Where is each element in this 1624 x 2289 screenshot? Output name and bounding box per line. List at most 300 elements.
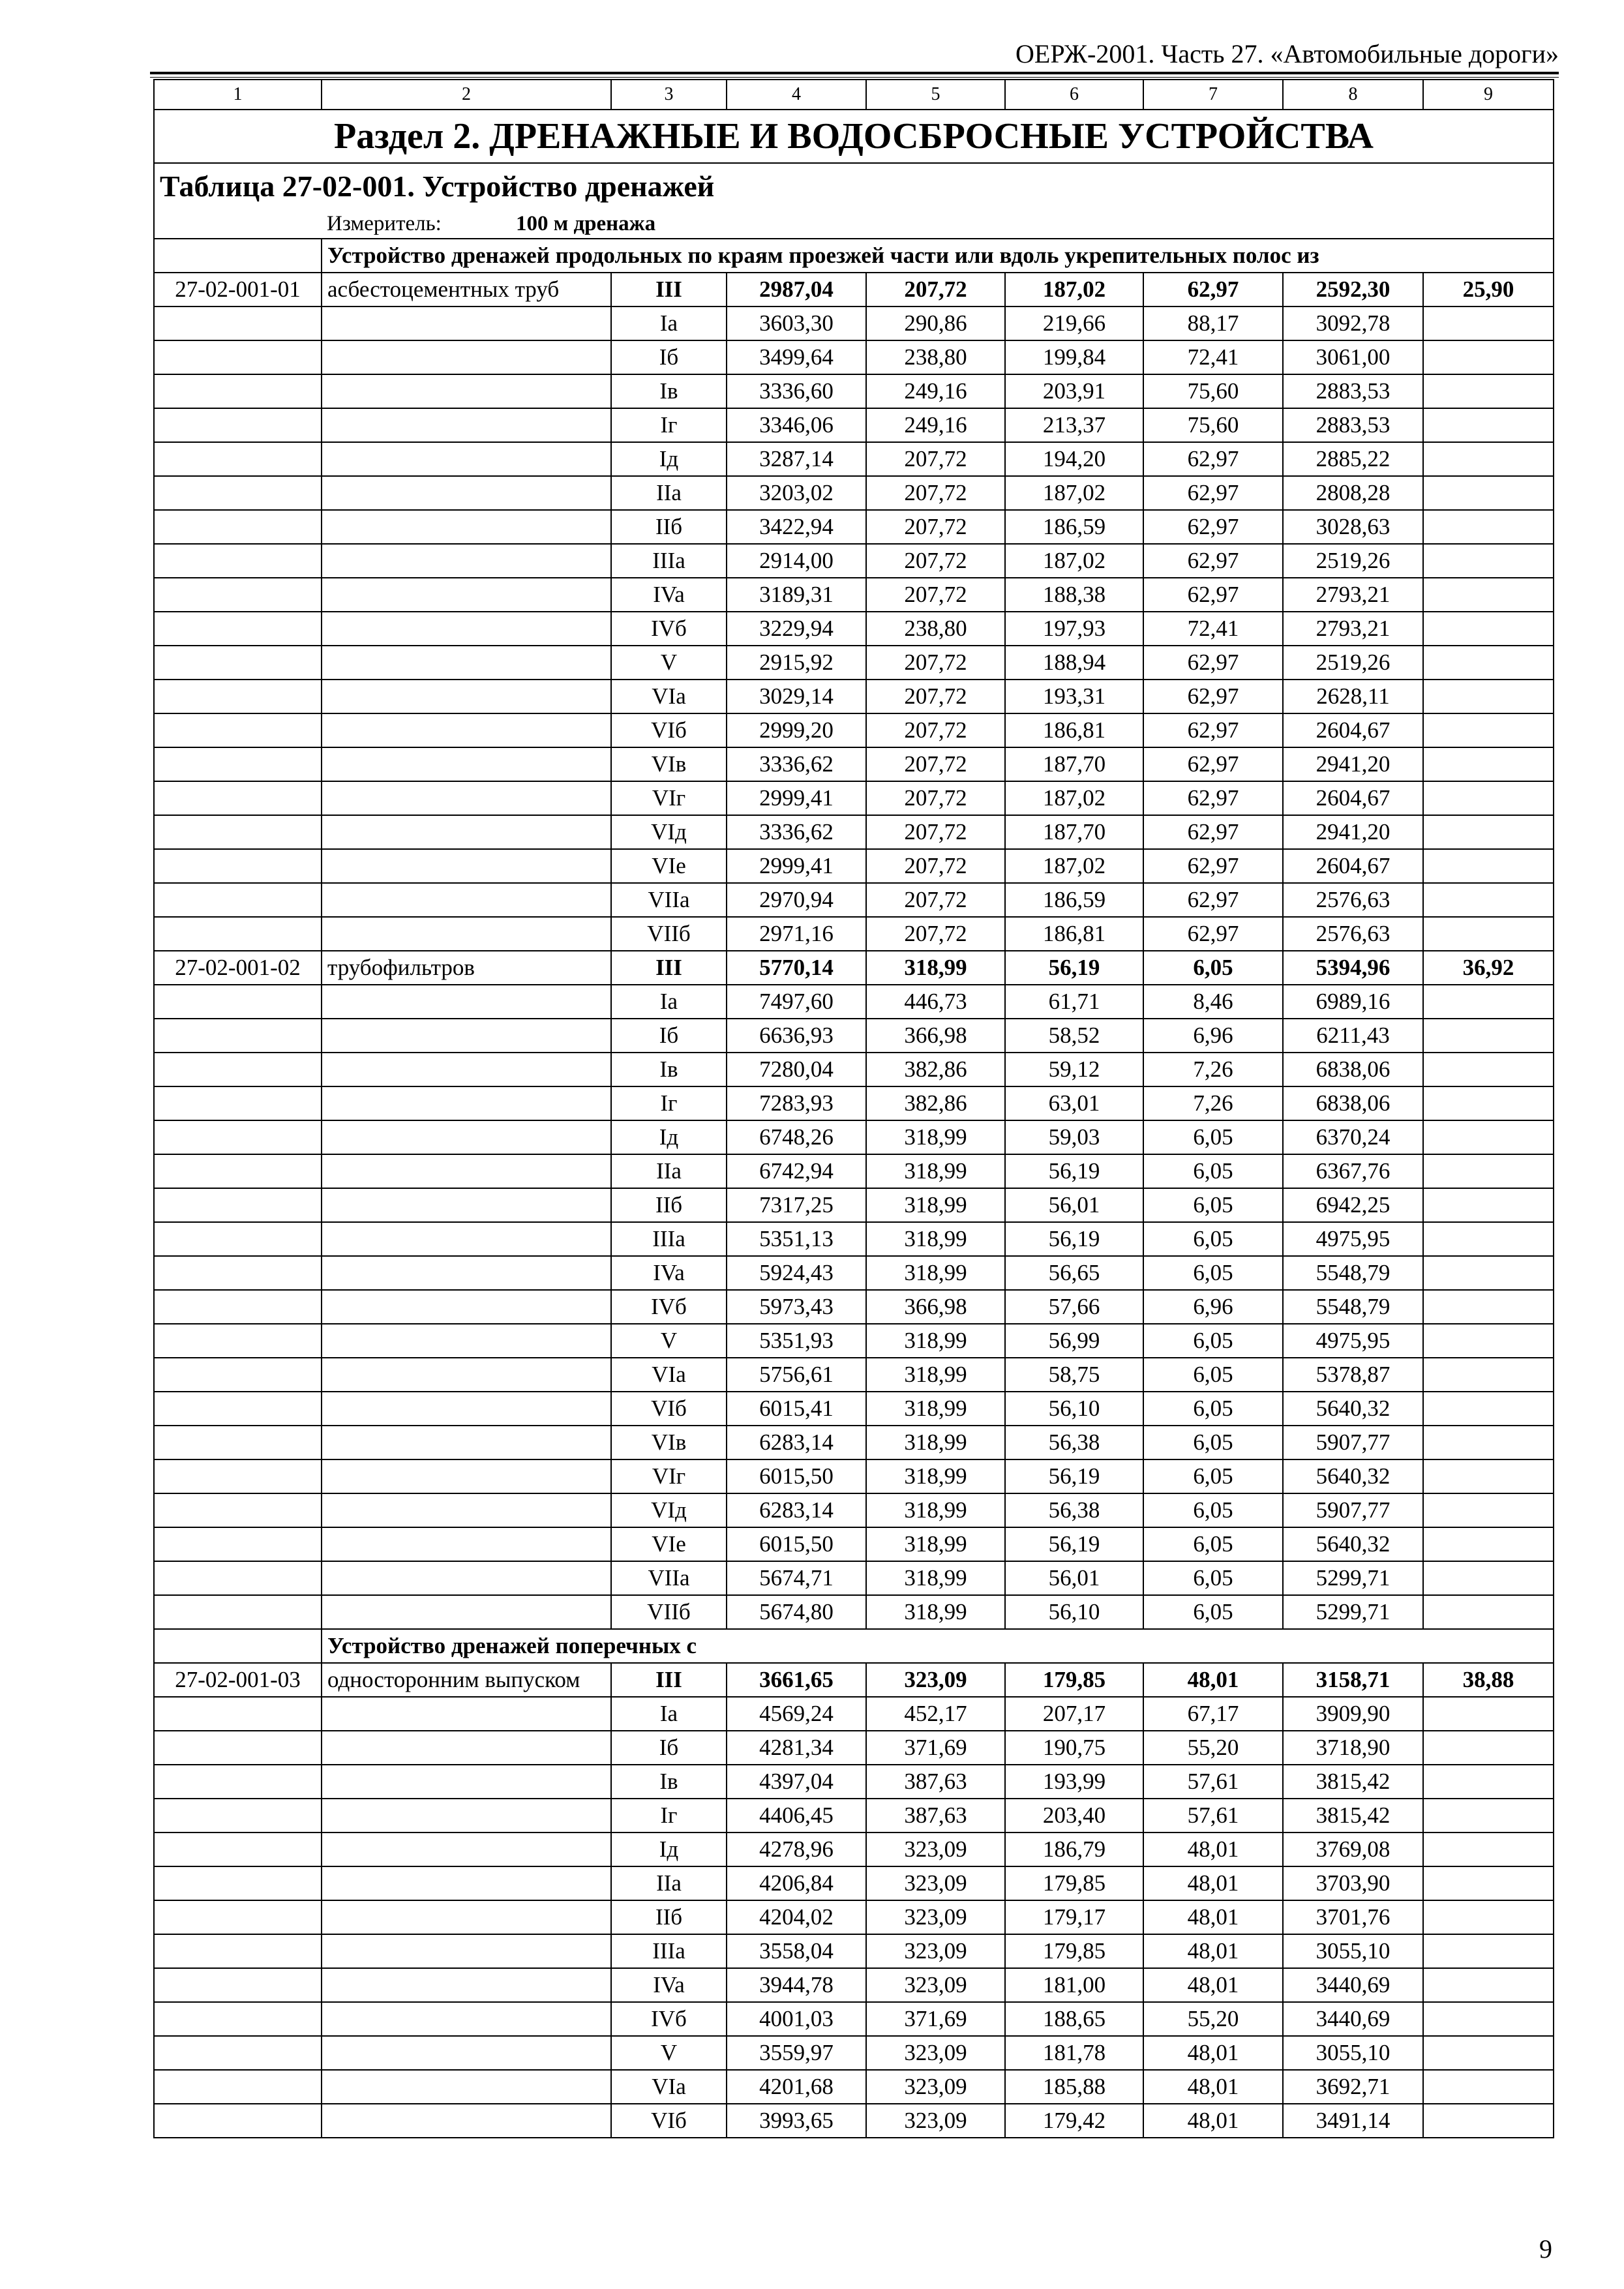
machinist-wage: 62,97 xyxy=(1143,917,1283,951)
region-class: IIIa xyxy=(611,544,727,578)
wage-cost: 207,72 xyxy=(866,917,1005,951)
wage-cost: 318,99 xyxy=(866,1222,1005,1256)
machine-cost: 188,94 xyxy=(1005,646,1143,680)
table-row xyxy=(154,1561,1554,1595)
total-cost: 4281,34 xyxy=(727,1731,866,1765)
material-cost: 6367,76 xyxy=(1283,1154,1423,1188)
section-title-row xyxy=(154,110,1554,163)
machinist-wage: 48,01 xyxy=(1143,2104,1283,2138)
column-9-value xyxy=(1423,1256,1554,1290)
column-9-value xyxy=(1423,2104,1554,2138)
group-subheading-row xyxy=(154,1629,1554,1663)
rate-name xyxy=(322,476,611,510)
material-cost: 2628,11 xyxy=(1283,680,1423,713)
table-row xyxy=(154,1188,1554,1222)
table-row xyxy=(154,713,1554,747)
machine-cost: 56,01 xyxy=(1005,1561,1143,1595)
total-cost: 4001,03 xyxy=(727,2002,866,2036)
rate-name xyxy=(322,1426,611,1459)
rate-name xyxy=(322,917,611,951)
rate-name xyxy=(322,781,611,815)
rate-code xyxy=(154,612,322,646)
machinist-wage: 62,97 xyxy=(1143,510,1283,544)
header-rule xyxy=(150,72,1559,74)
material-cost: 3061,00 xyxy=(1283,340,1423,374)
rate-code xyxy=(154,1324,322,1358)
column-9-value xyxy=(1423,1392,1554,1426)
rate-code xyxy=(154,340,322,374)
machinist-wage: 6,05 xyxy=(1143,1188,1283,1222)
wage-cost: 366,98 xyxy=(866,1019,1005,1053)
column-9-value: 36,92 xyxy=(1423,951,1554,985)
wage-cost: 207,72 xyxy=(866,510,1005,544)
machinist-wage: 6,96 xyxy=(1143,1019,1283,1053)
machinist-wage: 72,41 xyxy=(1143,340,1283,374)
column-9-value xyxy=(1423,1188,1554,1222)
column-9-value xyxy=(1423,646,1554,680)
material-cost: 6370,24 xyxy=(1283,1120,1423,1154)
machine-cost: 56,99 xyxy=(1005,1324,1143,1358)
machine-cost: 185,88 xyxy=(1005,2070,1143,2104)
machinist-wage: 48,01 xyxy=(1143,2036,1283,2070)
group-subheading-row xyxy=(154,239,1554,273)
column-9-value xyxy=(1423,374,1554,408)
region-class: VIд xyxy=(611,815,727,849)
column-number: 7 xyxy=(1143,80,1283,110)
table-row xyxy=(154,442,1554,476)
rate-name xyxy=(322,1595,611,1629)
material-cost: 3718,90 xyxy=(1283,1731,1423,1765)
machine-cost: 188,65 xyxy=(1005,2002,1143,2036)
region-class: Iв xyxy=(611,1765,727,1799)
machinist-wage: 7,26 xyxy=(1143,1086,1283,1120)
wage-cost: 290,86 xyxy=(866,307,1005,340)
region-class: VIa xyxy=(611,2070,727,2104)
material-cost: 3815,42 xyxy=(1283,1765,1423,1799)
machine-cost: 193,99 xyxy=(1005,1765,1143,1799)
region-class: IIIa xyxy=(611,1934,727,1968)
rate-name xyxy=(322,2002,611,2036)
rate-name xyxy=(322,442,611,476)
wage-cost: 318,99 xyxy=(866,1358,1005,1392)
material-cost: 2604,67 xyxy=(1283,713,1423,747)
machine-cost: 56,38 xyxy=(1005,1426,1143,1459)
material-cost: 3491,14 xyxy=(1283,2104,1423,2138)
material-cost: 5907,77 xyxy=(1283,1493,1423,1527)
material-cost: 2592,30 xyxy=(1283,273,1423,307)
region-class: IIa xyxy=(611,1866,727,1900)
material-cost: 2576,63 xyxy=(1283,917,1423,951)
group-subheading: Устройство дренажей продольных по краям проезжей части или вдоль укрепительных полос из xyxy=(322,239,1554,273)
material-cost: 3815,42 xyxy=(1283,1799,1423,1833)
column-9-value xyxy=(1423,713,1554,747)
machine-cost: 187,02 xyxy=(1005,476,1143,510)
machine-cost: 56,19 xyxy=(1005,1154,1143,1188)
table-row xyxy=(154,374,1554,408)
table-row xyxy=(154,273,1554,307)
rate-name xyxy=(322,1324,611,1358)
region-class: Iд xyxy=(611,442,727,476)
total-cost: 4204,02 xyxy=(727,1900,866,1934)
rate-name xyxy=(322,680,611,713)
rate-code xyxy=(154,747,322,781)
rate-code xyxy=(154,1290,322,1324)
machinist-wage: 75,60 xyxy=(1143,374,1283,408)
wage-cost: 207,72 xyxy=(866,713,1005,747)
table-row xyxy=(154,1324,1554,1358)
total-cost: 3558,04 xyxy=(727,1934,866,1968)
region-class: IIa xyxy=(611,476,727,510)
column-9-value xyxy=(1423,1833,1554,1866)
material-cost: 2519,26 xyxy=(1283,646,1423,680)
table-row xyxy=(154,2104,1554,2138)
total-cost: 2999,41 xyxy=(727,781,866,815)
region-class: VIIб xyxy=(611,1595,727,1629)
machine-cost: 187,70 xyxy=(1005,747,1143,781)
region-class: VIг xyxy=(611,781,727,815)
material-cost: 5907,77 xyxy=(1283,1426,1423,1459)
wage-cost: 318,99 xyxy=(866,1493,1005,1527)
machine-cost: 56,10 xyxy=(1005,1595,1143,1629)
total-cost: 5674,80 xyxy=(727,1595,866,1629)
measure-unit xyxy=(322,209,1554,239)
region-class: VIв xyxy=(611,747,727,781)
machine-cost: 59,03 xyxy=(1005,1120,1143,1154)
total-cost: 7317,25 xyxy=(727,1188,866,1222)
region-class: Ia xyxy=(611,985,727,1019)
wage-cost: 318,99 xyxy=(866,1561,1005,1595)
column-9-value xyxy=(1423,1731,1554,1765)
rate-name xyxy=(322,1968,611,2002)
rate-name xyxy=(322,1493,611,1527)
rate-name xyxy=(322,1086,611,1120)
total-cost: 4397,04 xyxy=(727,1765,866,1799)
machine-cost: 213,37 xyxy=(1005,408,1143,442)
wage-cost: 452,17 xyxy=(866,1697,1005,1731)
measure-label: Измеритель: xyxy=(327,212,442,235)
wage-cost: 318,99 xyxy=(866,1324,1005,1358)
region-class: Iв xyxy=(611,1053,727,1086)
total-cost: 3661,65 xyxy=(727,1663,866,1697)
rate-code: 27-02-001-03 xyxy=(154,1663,322,1697)
column-9-value xyxy=(1423,510,1554,544)
machinist-wage: 75,60 xyxy=(1143,408,1283,442)
rate-code xyxy=(154,1256,322,1290)
region-class: VIa xyxy=(611,1358,727,1392)
material-cost: 5394,96 xyxy=(1283,951,1423,985)
rate-code xyxy=(154,544,322,578)
rate-name xyxy=(322,408,611,442)
running-title: ОЕРЖ-2001. Часть 27. «Автомобильные дороги» xyxy=(1015,39,1559,68)
region-class: Iб xyxy=(611,1731,727,1765)
machine-cost: 186,81 xyxy=(1005,917,1143,951)
rate-name xyxy=(322,544,611,578)
machine-cost: 187,02 xyxy=(1005,273,1143,307)
machine-cost: 56,01 xyxy=(1005,1188,1143,1222)
wage-cost: 318,99 xyxy=(866,1426,1005,1459)
rate-code xyxy=(154,1019,322,1053)
machine-cost: 179,42 xyxy=(1005,2104,1143,2138)
rate-code xyxy=(154,1392,322,1426)
table-row xyxy=(154,1765,1554,1799)
rate-name xyxy=(322,307,611,340)
column-number: 9 xyxy=(1423,80,1554,110)
region-class: V xyxy=(611,646,727,680)
table-row xyxy=(154,544,1554,578)
machinist-wage: 62,97 xyxy=(1143,646,1283,680)
machinist-wage: 62,97 xyxy=(1143,883,1283,917)
machinist-wage: 48,01 xyxy=(1143,1866,1283,1900)
column-9-value xyxy=(1423,1222,1554,1256)
rate-name xyxy=(322,1188,611,1222)
total-cost: 7497,60 xyxy=(727,985,866,1019)
machinist-wage: 55,20 xyxy=(1143,1731,1283,1765)
region-class: Iб xyxy=(611,340,727,374)
machine-cost: 203,91 xyxy=(1005,374,1143,408)
wage-cost: 318,99 xyxy=(866,1527,1005,1561)
rate-code xyxy=(154,713,322,747)
total-cost: 2999,20 xyxy=(727,713,866,747)
table-row xyxy=(154,1527,1554,1561)
rate-name xyxy=(322,1019,611,1053)
total-cost: 2999,41 xyxy=(727,849,866,883)
rate-code xyxy=(154,849,322,883)
table-row xyxy=(154,781,1554,815)
total-cost: 3993,65 xyxy=(727,2104,866,2138)
machinist-wage: 48,01 xyxy=(1143,1663,1283,1697)
wage-cost: 323,09 xyxy=(866,1663,1005,1697)
wage-cost: 323,09 xyxy=(866,1968,1005,2002)
region-class: IVб xyxy=(611,2002,727,2036)
rate-code xyxy=(154,781,322,815)
column-9-value xyxy=(1423,1968,1554,2002)
material-cost: 5548,79 xyxy=(1283,1256,1423,1290)
rate-name xyxy=(322,815,611,849)
column-number-row xyxy=(154,80,1554,110)
machine-cost: 56,38 xyxy=(1005,1493,1143,1527)
rate-code xyxy=(154,1968,322,2002)
machine-cost: 58,75 xyxy=(1005,1358,1143,1392)
wage-cost: 318,99 xyxy=(866,951,1005,985)
column-9-value xyxy=(1423,612,1554,646)
column-9-value xyxy=(1423,1019,1554,1053)
material-cost: 2604,67 xyxy=(1283,781,1423,815)
total-cost: 5770,14 xyxy=(727,951,866,985)
wage-cost: 249,16 xyxy=(866,408,1005,442)
total-cost: 3203,02 xyxy=(727,476,866,510)
rate-name xyxy=(322,510,611,544)
machinist-wage: 62,97 xyxy=(1143,849,1283,883)
material-cost: 5640,32 xyxy=(1283,1459,1423,1493)
machinist-wage: 6,05 xyxy=(1143,1493,1283,1527)
machinist-wage: 6,05 xyxy=(1143,1256,1283,1290)
rate-code xyxy=(154,985,322,1019)
machinist-wage: 55,20 xyxy=(1143,2002,1283,2036)
rate-code xyxy=(154,680,322,713)
material-cost: 5640,32 xyxy=(1283,1527,1423,1561)
wage-cost: 207,72 xyxy=(866,273,1005,307)
total-cost: 3229,94 xyxy=(727,612,866,646)
rate-code: 27-02-001-02 xyxy=(154,951,322,985)
machinist-wage: 6,05 xyxy=(1143,1154,1283,1188)
column-number: 8 xyxy=(1283,80,1423,110)
material-cost: 2885,22 xyxy=(1283,442,1423,476)
material-cost: 2883,53 xyxy=(1283,374,1423,408)
column-9-value xyxy=(1423,1527,1554,1561)
machine-cost: 57,66 xyxy=(1005,1290,1143,1324)
material-cost: 6838,06 xyxy=(1283,1086,1423,1120)
column-9-value xyxy=(1423,985,1554,1019)
wage-cost: 207,72 xyxy=(866,815,1005,849)
total-cost: 7283,93 xyxy=(727,1086,866,1120)
rate-code xyxy=(154,1866,322,1900)
rate-name xyxy=(322,1222,611,1256)
machine-cost: 193,31 xyxy=(1005,680,1143,713)
region-class: Ia xyxy=(611,1697,727,1731)
material-cost: 2808,28 xyxy=(1283,476,1423,510)
column-number: 6 xyxy=(1005,80,1143,110)
column-9-value xyxy=(1423,1324,1554,1358)
rate-code xyxy=(154,1561,322,1595)
region-class: VIд xyxy=(611,1493,727,1527)
machinist-wage: 6,05 xyxy=(1143,1324,1283,1358)
rate-name xyxy=(322,883,611,917)
table-row xyxy=(154,307,1554,340)
region-class: IVa xyxy=(611,1968,727,2002)
table-row xyxy=(154,1866,1554,1900)
wage-cost: 371,69 xyxy=(866,2002,1005,2036)
column-9-value xyxy=(1423,747,1554,781)
machine-cost: 56,19 xyxy=(1005,1459,1143,1493)
table-row xyxy=(154,680,1554,713)
machine-cost: 186,59 xyxy=(1005,883,1143,917)
rate-code xyxy=(154,1731,322,1765)
wage-cost: 207,72 xyxy=(866,680,1005,713)
total-cost: 3603,30 xyxy=(727,307,866,340)
region-class: III xyxy=(611,951,727,985)
wage-cost: 323,09 xyxy=(866,2070,1005,2104)
table-row xyxy=(154,1256,1554,1290)
section-title: Раздел 2. ДРЕНАЖНЫЕ И ВОДОСБРОСНЫЕ УСТРОЙСТВА xyxy=(154,110,1554,163)
machine-cost: 58,52 xyxy=(1005,1019,1143,1053)
rate-name xyxy=(322,1358,611,1392)
table-row xyxy=(154,917,1554,951)
machine-cost: 56,65 xyxy=(1005,1256,1143,1290)
machine-cost: 179,17 xyxy=(1005,1900,1143,1934)
machine-cost: 63,01 xyxy=(1005,1086,1143,1120)
rate-name xyxy=(322,1731,611,1765)
column-9-value xyxy=(1423,476,1554,510)
table-row xyxy=(154,2002,1554,2036)
rate-name xyxy=(322,849,611,883)
table-row xyxy=(154,1799,1554,1833)
rate-code xyxy=(154,1188,322,1222)
column-9-value xyxy=(1423,1799,1554,1833)
region-class: Iд xyxy=(611,1833,727,1866)
total-cost: 4569,24 xyxy=(727,1697,866,1731)
material-cost: 2793,21 xyxy=(1283,612,1423,646)
material-cost: 2941,20 xyxy=(1283,815,1423,849)
header-rule-thin xyxy=(150,77,1559,78)
rate-name xyxy=(322,1459,611,1493)
region-class: VIб xyxy=(611,2104,727,2138)
region-class: VIIa xyxy=(611,883,727,917)
column-9-value xyxy=(1423,2002,1554,2036)
machinist-wage: 6,96 xyxy=(1143,1290,1283,1324)
rate-name xyxy=(322,713,611,747)
total-cost: 7280,04 xyxy=(727,1053,866,1086)
column-9-value: 38,88 xyxy=(1423,1663,1554,1697)
rate-name xyxy=(322,1120,611,1154)
column-9-value xyxy=(1423,1595,1554,1629)
wage-cost: 318,99 xyxy=(866,1154,1005,1188)
wage-cost: 323,09 xyxy=(866,1934,1005,1968)
rate-name xyxy=(322,1799,611,1833)
table-row xyxy=(154,1968,1554,2002)
total-cost: 3336,62 xyxy=(727,815,866,849)
table-row xyxy=(154,1154,1554,1188)
total-cost: 5674,71 xyxy=(727,1561,866,1595)
wage-cost: 446,73 xyxy=(866,985,1005,1019)
total-cost: 2971,16 xyxy=(727,917,866,951)
wage-cost: 207,72 xyxy=(866,883,1005,917)
table-row xyxy=(154,1426,1554,1459)
rate-name xyxy=(322,1527,611,1561)
material-cost: 5640,32 xyxy=(1283,1392,1423,1426)
rate-name xyxy=(322,1697,611,1731)
rate-code xyxy=(154,1154,322,1188)
material-cost: 6989,16 xyxy=(1283,985,1423,1019)
rate-name xyxy=(322,2104,611,2138)
wage-cost: 207,72 xyxy=(866,646,1005,680)
rate-code xyxy=(154,1934,322,1968)
table-row xyxy=(154,1222,1554,1256)
wage-cost: 382,86 xyxy=(866,1086,1005,1120)
machinist-wage: 6,05 xyxy=(1143,1358,1283,1392)
machinist-wage: 62,97 xyxy=(1143,680,1283,713)
material-cost: 6211,43 xyxy=(1283,1019,1423,1053)
rate-code xyxy=(154,307,322,340)
column-9-value xyxy=(1423,849,1554,883)
total-cost: 4206,84 xyxy=(727,1866,866,1900)
total-cost: 6283,14 xyxy=(727,1493,866,1527)
total-cost: 4406,45 xyxy=(727,1799,866,1833)
table-row xyxy=(154,1053,1554,1086)
wage-cost: 207,72 xyxy=(866,476,1005,510)
wage-cost: 249,16 xyxy=(866,374,1005,408)
rate-code xyxy=(154,2070,322,2104)
machine-cost: 179,85 xyxy=(1005,1663,1143,1697)
rate-name xyxy=(322,1561,611,1595)
material-cost: 3092,78 xyxy=(1283,307,1423,340)
region-class: IVa xyxy=(611,1256,727,1290)
rate-name xyxy=(322,646,611,680)
wage-cost: 323,09 xyxy=(866,1900,1005,1934)
wage-cost: 323,09 xyxy=(866,1833,1005,1866)
table-title-row xyxy=(154,163,1554,209)
machine-cost: 179,85 xyxy=(1005,1866,1143,1900)
column-9-value xyxy=(1423,1765,1554,1799)
column-9-value xyxy=(1423,1866,1554,1900)
rate-name xyxy=(322,612,611,646)
table-row xyxy=(154,1900,1554,1934)
material-cost: 5299,71 xyxy=(1283,1561,1423,1595)
machine-cost: 56,19 xyxy=(1005,951,1143,985)
measure-value: 100 м дренажа xyxy=(516,212,656,235)
wage-cost: 318,99 xyxy=(866,1120,1005,1154)
total-cost: 4278,96 xyxy=(727,1833,866,1866)
column-9-value xyxy=(1423,1426,1554,1459)
